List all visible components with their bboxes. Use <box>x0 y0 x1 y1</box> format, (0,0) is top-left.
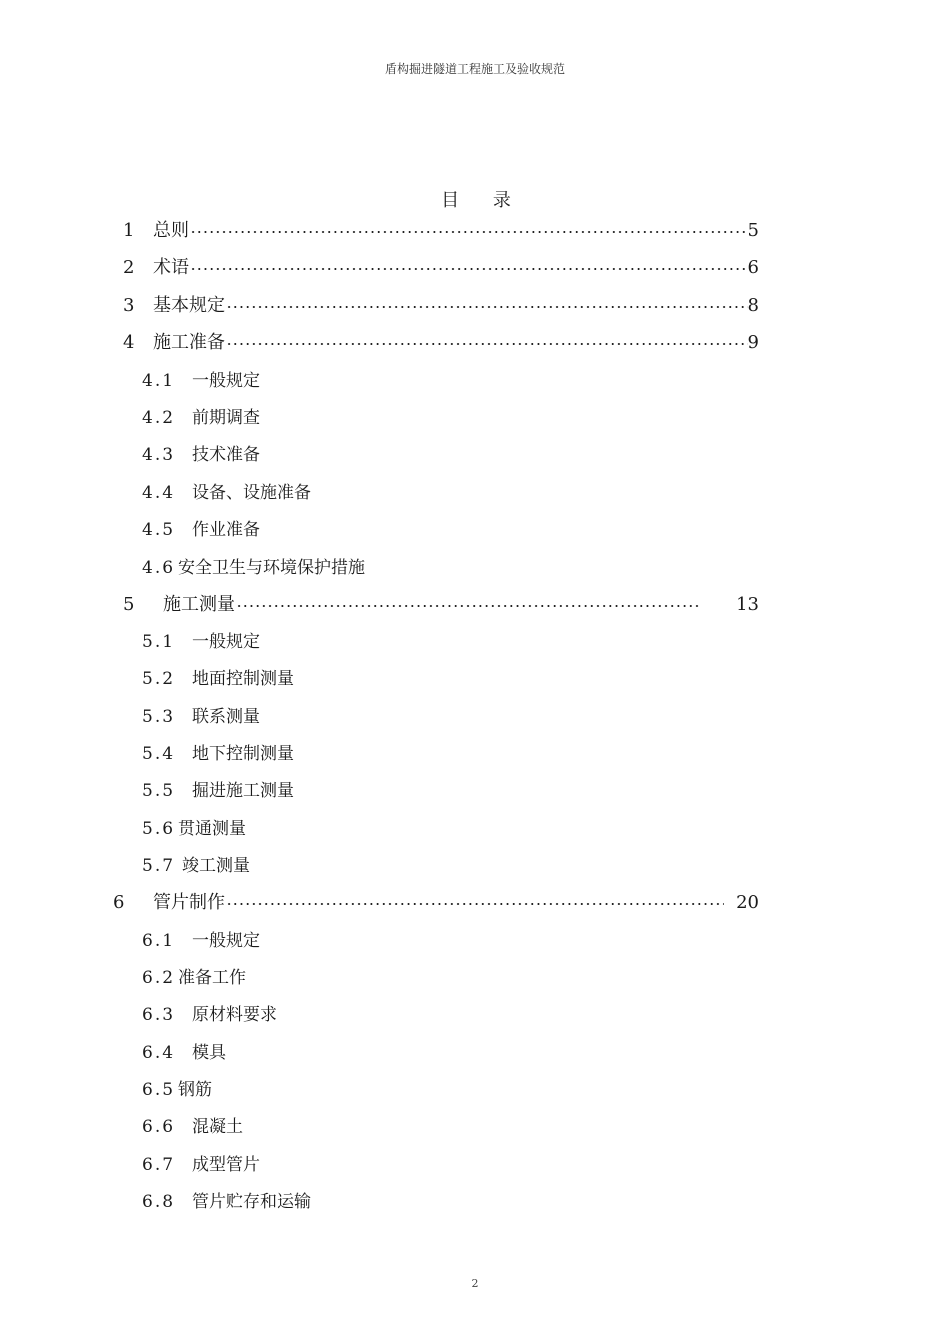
toc-entry-section-4-5[interactable] <box>142 518 260 542</box>
section-title: 一般规定 <box>192 632 260 652</box>
section-number: 5.3 <box>142 707 176 727</box>
toc-entry-section-5-2[interactable] <box>142 667 294 691</box>
section-title: 一般规定 <box>192 931 260 951</box>
toc-entry-section-5-3[interactable] <box>142 705 260 729</box>
toc-entry-section-6-4[interactable] <box>142 1041 226 1065</box>
section-number: 6.2 <box>142 968 176 988</box>
toc-entry-chapter-5[interactable] <box>123 593 759 617</box>
toc-entry-section-4-4[interactable] <box>142 481 311 505</box>
section-title: 一般规定 <box>192 371 260 391</box>
section-title: 管片贮存和运输 <box>192 1192 311 1212</box>
section-number: 6.8 <box>142 1192 176 1212</box>
section-title: 准备工作 <box>178 968 246 988</box>
section-number: 5.6 <box>142 819 176 839</box>
section-title: 成型管片 <box>192 1155 260 1175</box>
section-number: 6.4 <box>142 1043 176 1063</box>
chapter-number: 1 <box>123 220 135 241</box>
chapter-title: 基本规定 <box>153 295 225 316</box>
section-title: 安全卫生与环境保护措施 <box>178 558 365 578</box>
toc-entry-section-4-3[interactable] <box>142 443 260 467</box>
page-number: 2 <box>471 1277 479 1290</box>
toc-entry-chapter-1[interactable] <box>123 219 759 243</box>
section-number: 4.2 <box>142 408 176 428</box>
page-ref: 8 <box>747 295 759 316</box>
section-title: 作业准备 <box>192 520 260 540</box>
section-number: 5.2 <box>142 669 176 689</box>
section-title: 地下控制测量 <box>192 744 294 764</box>
section-number: 4.6 <box>142 558 176 578</box>
section-title: 设备、设施准备 <box>192 483 311 503</box>
chapter-title: 总则 <box>153 220 189 241</box>
section-title: 模具 <box>192 1043 226 1063</box>
toc-entry-section-6-7[interactable] <box>142 1153 260 1177</box>
chapter-number: 5 <box>123 594 135 615</box>
section-number: 5.1 <box>142 632 176 652</box>
section-number: 6.3 <box>142 1005 176 1025</box>
section-number: 5.4 <box>142 744 176 764</box>
section-number: 4.1 <box>142 371 176 391</box>
section-number: 6.6 <box>142 1117 176 1137</box>
dot-leader <box>190 256 748 280</box>
dot-leader <box>236 593 700 617</box>
section-title: 联系测量 <box>192 707 260 727</box>
section-title: 地面控制测量 <box>192 669 294 689</box>
chapter-number: 6 <box>113 892 125 913</box>
page-ref: 20 <box>736 892 759 913</box>
page-ref: 5 <box>747 220 759 241</box>
toc-entry-section-4-1[interactable] <box>142 369 260 393</box>
section-title: 前期调查 <box>192 408 260 428</box>
section-title: 混凝土 <box>192 1117 243 1137</box>
page-ref: 13 <box>736 594 759 615</box>
toc-entry-section-5-4[interactable] <box>142 742 294 766</box>
section-number: 4.3 <box>142 445 176 465</box>
dot-leader <box>226 891 724 915</box>
section-title: 掘进施工测量 <box>192 781 294 801</box>
toc-title: 目 录 <box>441 190 525 211</box>
section-title: 原材料要求 <box>192 1005 277 1025</box>
toc-entry-section-6-1[interactable] <box>142 929 260 953</box>
running-header: 盾构掘进隧道工程施工及验收规范 <box>384 62 565 76</box>
toc-entry-section-4-2[interactable] <box>142 406 260 430</box>
section-number: 6.5 <box>142 1080 176 1100</box>
section-title: 竣工测量 <box>182 856 250 876</box>
dot-leader <box>226 294 748 318</box>
chapter-title: 术语 <box>153 257 189 278</box>
toc-entry-section-4-6[interactable] <box>142 556 365 580</box>
toc-entry-section-6-5[interactable] <box>142 1078 212 1102</box>
dot-leader <box>226 331 748 355</box>
toc-entry-section-6-6[interactable] <box>142 1115 243 1139</box>
section-number: 4.5 <box>142 520 176 540</box>
toc-entry-section-6-8[interactable] <box>142 1190 311 1214</box>
section-number: 5.5 <box>142 781 176 801</box>
section-number: 6.1 <box>142 931 176 951</box>
toc-entry-chapter-6[interactable] <box>113 891 759 915</box>
chapter-number: 2 <box>123 257 135 278</box>
section-number: 6.7 <box>142 1155 176 1175</box>
toc-entry-section-5-1[interactable] <box>142 630 260 654</box>
chapter-title: 施工测量 <box>163 594 235 615</box>
page-ref: 6 <box>747 257 759 278</box>
chapter-number: 4 <box>123 332 135 353</box>
toc-entry-chapter-2[interactable] <box>123 256 759 280</box>
section-title: 贯通测量 <box>178 819 246 839</box>
toc-entry-section-5-7[interactable] <box>142 854 250 878</box>
toc-entry-chapter-3[interactable] <box>123 294 759 318</box>
section-number: 4.4 <box>142 483 176 503</box>
toc-entry-section-6-2[interactable] <box>142 966 246 990</box>
toc-entry-chapter-4[interactable] <box>123 331 759 355</box>
toc-entry-section-5-5[interactable] <box>142 779 294 803</box>
chapter-number: 3 <box>123 295 135 316</box>
section-title: 技术准备 <box>192 445 260 465</box>
toc-entry-section-6-3[interactable] <box>142 1003 277 1027</box>
toc-entry-section-5-6[interactable] <box>142 817 246 841</box>
page-ref: 9 <box>747 332 759 353</box>
chapter-title: 管片制作 <box>153 892 225 913</box>
chapter-title: 施工准备 <box>153 332 225 353</box>
section-number: 5.7 <box>142 856 176 876</box>
dot-leader <box>190 219 748 243</box>
section-title: 钢筋 <box>178 1080 212 1100</box>
